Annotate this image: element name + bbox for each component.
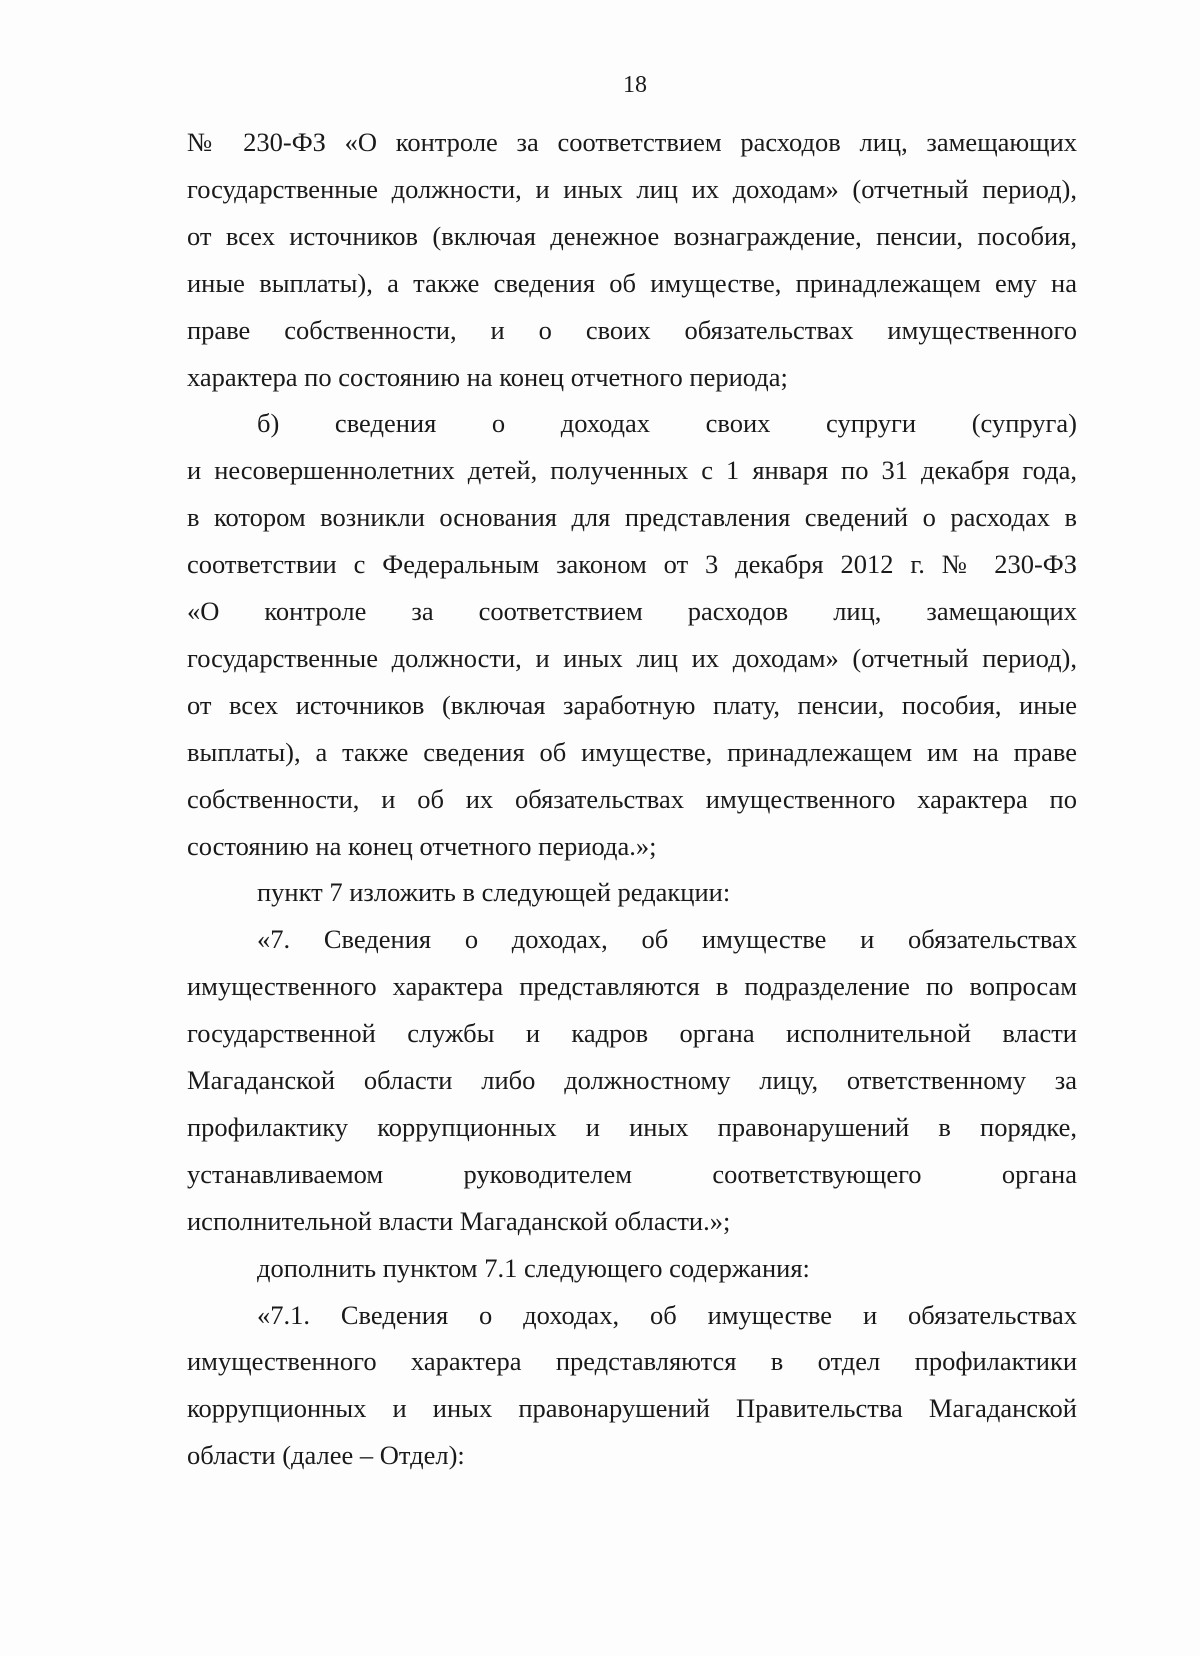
page-number: 18 [623, 72, 647, 98]
text-line: имущественного характера представляются в подразделение по вопросам [187, 971, 1077, 1001]
text-line: выплаты), а также сведения об имуществе, принадлежащем им на праве [187, 737, 1077, 767]
text-line: устанавливаемом руководителем соответствующего органа [187, 1159, 1077, 1189]
text-line: коррупционных и иных правонарушений Правительства Магаданской [187, 1393, 1077, 1423]
text-line: Магаданской области либо должностному лицу, ответственному за [187, 1065, 1077, 1095]
text-line: пункт 7 изложить в следующей редакции: [257, 877, 731, 907]
text-line: области (далее – Отдел): [187, 1440, 465, 1470]
text-line: «7.1. Сведения о доходах, об имуществе и обязательствах [257, 1300, 1077, 1330]
text-line: от всех источников (включая заработную плату, пенсии, пособия, иные [187, 690, 1077, 720]
text-line: б) сведения о доходах своих супруги (супруга) [257, 408, 1077, 438]
text-line: иные выплаты), а также сведения об имуществе, принадлежащем ему на [187, 268, 1077, 298]
text-line: № 230-ФЗ «О контроле за соответствием расходов лиц, замещающих [187, 127, 1077, 157]
text-line: исполнительной власти Магаданской области.»; [187, 1206, 731, 1236]
text-line: имущественного характера представляются в отдел профилактики [187, 1346, 1077, 1376]
text-line: государственной службы и кадров органа исполнительной власти [187, 1018, 1077, 1048]
text-line: соответствии с Федеральным законом от 3 декабря 2012 г. № 230-ФЗ [187, 549, 1077, 579]
text-line: государственные должности, и иных лиц их доходам» (отчетный период), [187, 643, 1077, 673]
text-line: собственности, и об их обязательствах имущественного характера по [187, 784, 1077, 814]
text-line: характера по состоянию на конец отчетного периода; [187, 362, 788, 392]
text-line: в котором возникли основания для представления сведений о расходах в [187, 502, 1077, 532]
text-line: государственные должности, и иных лиц их доходам» (отчетный период), [187, 174, 1077, 204]
text-line: «О контроле за соответствием расходов лиц, замещающих [187, 596, 1077, 626]
text-line: и несовершеннолетних детей, полученных с 1 января по 31 декабря года, [187, 455, 1077, 485]
text-line: состоянию на конец отчетного периода.»; [187, 831, 657, 861]
text-line: праве собственности, и о своих обязательствах имущественного [187, 315, 1077, 345]
text-line: дополнить пунктом 7.1 следующего содержания: [257, 1253, 810, 1283]
text-line: от всех источников (включая денежное вознаграждение, пенсии, пособия, [187, 221, 1077, 251]
text-line: профилактику коррупционных и иных правонарушений в порядке, [187, 1112, 1077, 1142]
text-line: «7. Сведения о доходах, об имуществе и обязательствах [257, 924, 1077, 954]
